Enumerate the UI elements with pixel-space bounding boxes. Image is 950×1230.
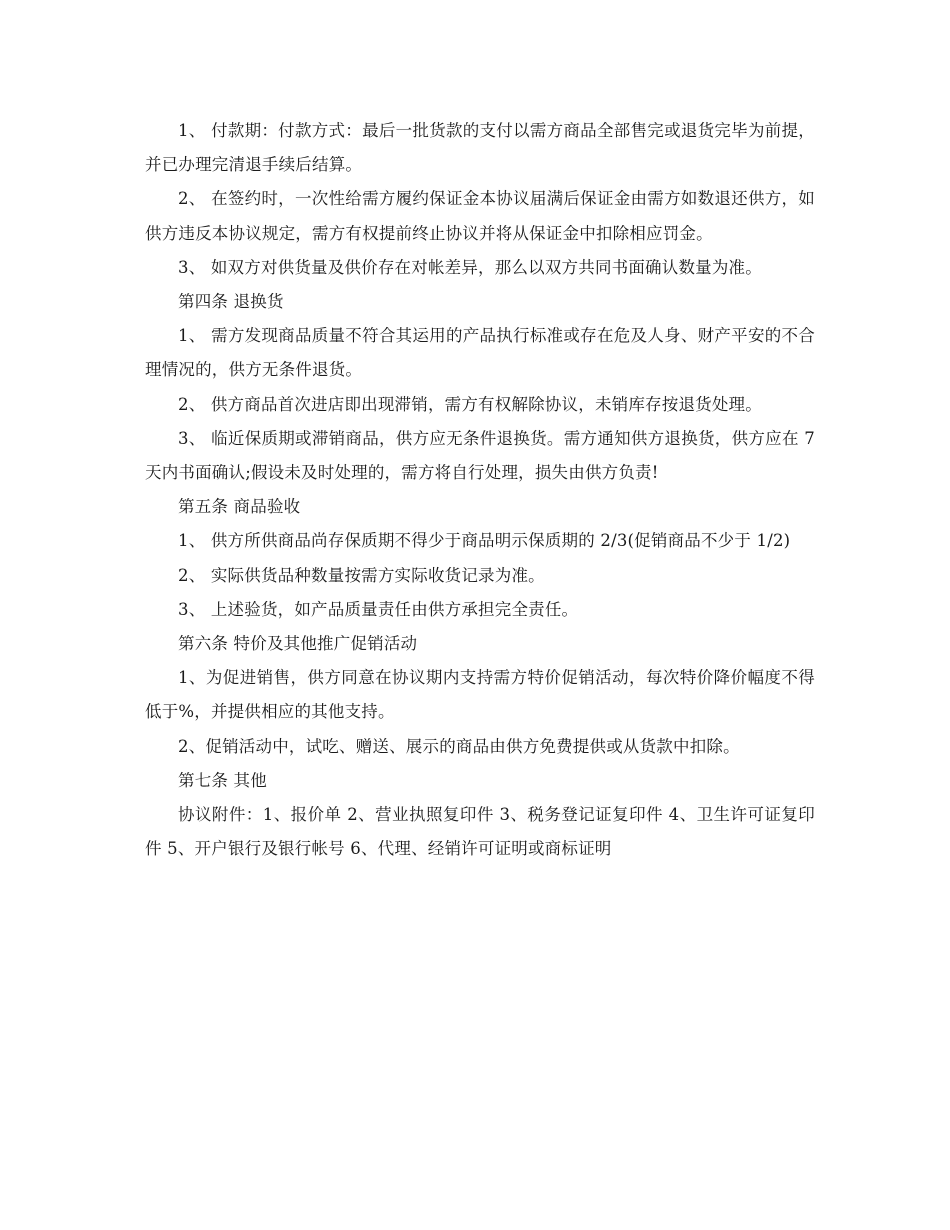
clause-shelf-life: 1、 供方所供商品尚存保质期不得少于商品明示保质期的 2/3(促销商品不少于 1/2) <box>178 531 791 551</box>
clause-promotion-goods: 2、促销活动中，试吃、赠送、展示的商品由供方免费提供或从货款中扣除。 <box>178 736 740 756</box>
clause-quality-return: 1、 需方发现商品质量不符合其运用的产品执行标准或存在危及人身、财产平安的不合理情况的，供方无条件退货。 <box>145 326 815 380</box>
section-heading-article-6: 第六条 特价及其他推广促销活动 <box>178 634 418 654</box>
clause-quantity-record: 2、 实际供货品种数量按需方实际收货记录为准。 <box>178 565 545 585</box>
clause-unsalable-return: 2、 供方商品首次进店即出现滞销，需方有权解除协议，未销库存按退货处理。 <box>178 394 762 414</box>
section-heading-article-4: 第四条 退换货 <box>178 292 284 312</box>
clause-quality-liability: 3、 上述验货，如产品质量责任由供方承担完全责任。 <box>178 599 579 619</box>
section-heading-article-5: 第五条 商品验收 <box>178 497 301 517</box>
document-body <box>145 114 815 866</box>
clause-special-price: 1、为促进销售，供方同意在协议期内支持需方特价促销活动，每次特价降价幅度不得低于%，并提供相应的其他支持。 <box>145 668 815 722</box>
clause-payment-term: 1、 付款期：付款方式：最后一批货款的支付以需方商品全部售完或退货完毕为前提，并已办理完清退手续后结算。 <box>145 121 815 175</box>
clause-attachments: 协议附件：1、报价单 2、营业执照复印件 3、税务登记证复印件 4、卫生许可证复印件 5、开户银行及银行帐号 6、代理、经销许可证明或商标证明 <box>145 805 815 859</box>
clause-deposit: 2、 在签约时，一次性给需方履约保证金本协议届满后保证金由需方如数退还供方，如供方违反本协议规定，需方有权提前终止协议并将从保证金中扣除相应罚金。 <box>145 189 815 243</box>
section-heading-article-7: 第七条 其他 <box>178 770 267 790</box>
clause-reconciliation: 3、 如双方对供货量及供价存在对帐差异，那么以双方共同书面确认数量为准。 <box>178 257 762 277</box>
clause-expiry-exchange: 3、 临近保质期或滞销商品，供方应无条件退换货。需方通知供方退换货，供方应在 7 天内书面确认;假设未及时处理的，需方将自行处理，损失由供方负责! <box>145 428 815 483</box>
